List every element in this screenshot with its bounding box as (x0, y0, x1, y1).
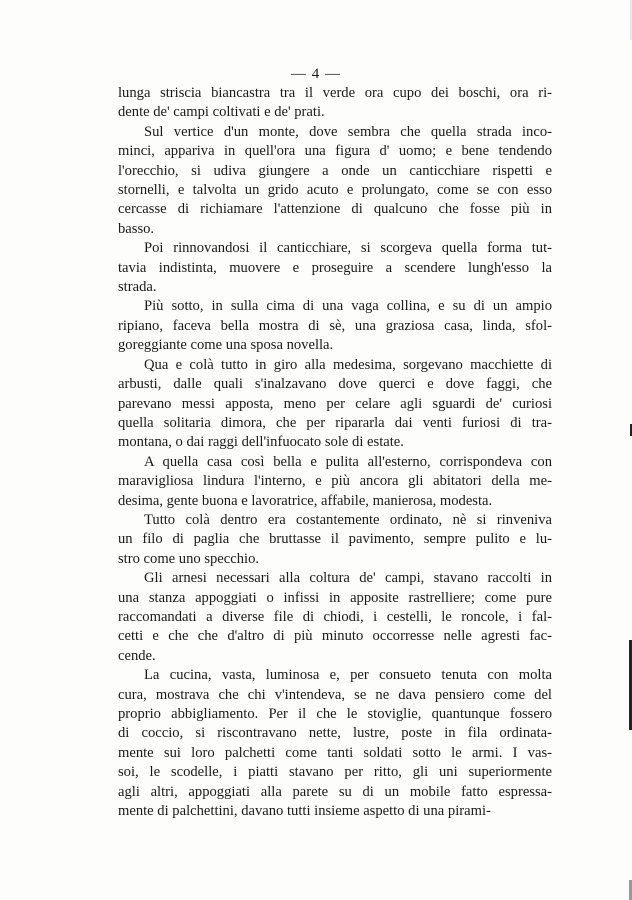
text-line: stro come uno specchio. (118, 550, 260, 567)
text-line: strada. (118, 279, 157, 296)
text-line: stornelli, e talvolta un grido acuto e prolungato, come se con esso (118, 182, 552, 199)
text-line: montana, o dai raggi dell'infuocato sole di estate. (118, 434, 404, 451)
paragraph (118, 666, 552, 821)
text-line: parevano messi apposta, meno per celare agli sguardi de' curiosi (118, 395, 552, 412)
body-text (118, 84, 552, 821)
text-line: un filo di paglia che bruttasse il pavimento, sempre pulito e lu- (118, 531, 552, 548)
text-line: l'orecchio, si udiva giungere a onde un canticchiare rispetti e (118, 162, 552, 179)
text-line: raccomandati a diverse file di chiodi, i cestelli, le roncole, i fal- (118, 608, 552, 625)
page-number: — 4 — (291, 66, 341, 82)
text-line: quella solitaria dimora, che per ripararla dai venti furiosi di tra- (118, 414, 552, 431)
text-line: tavia indistinta, muovere e proseguire a scendere lungh'esso la (118, 259, 552, 276)
paragraph (118, 84, 552, 123)
text-line: soi, le scodelle, i piatti stavano per ritto, gli uni superiormente (118, 764, 552, 781)
text-line: mente di palchettini, davano tutti insieme aspetto di una pirami- (118, 803, 491, 820)
text-line: dente de' campi coltivati e de' prati. (118, 104, 325, 121)
text-line: Qua e colà tutto in giro alla medesima, sorgevano macchiette di (144, 356, 552, 373)
text-line: Gli arnesi necessari alla coltura de' campi, stavano raccolti in (144, 570, 552, 587)
paragraph (118, 511, 552, 569)
text-line: Tutto colà dentro era costantemente ordinato, nè si rinveniva (144, 511, 552, 528)
text-line: di coccio, si riscontravano nette, lustre, poste in fila ordinata- (118, 725, 552, 742)
text-line: cercasse di richiamare l'attenzione di qualcuno che fosse più in (118, 201, 552, 218)
text-line: Poi rinnovandosi il canticchiare, si scorgeva quella forma tut- (144, 240, 552, 257)
text-line: cetti e che che d'altro di più minuto occorresse nelle agresti fac- (118, 628, 552, 645)
paragraph (118, 123, 552, 239)
text-line: ripiano, faceva bella mostra di sè, una graziosa casa, linda, sfol- (118, 317, 552, 334)
paragraph (118, 297, 552, 355)
text-line: desima, gente buona e lavoratrice, affabile, manierosa, modesta. (118, 492, 493, 509)
text-line: Più sotto, in sulla cima di una vaga collina, e su di un ampio (144, 298, 552, 315)
text-line: lunga striscia biancastra tra il verde ora cupo dei boschi, ora ri- (118, 85, 552, 101)
text-line: goreggiante come una sposa novella. (118, 337, 334, 354)
text-line: cura, mostrava che chi v'intendeva, se ne dava pensiero come del (118, 686, 552, 703)
text-line: una stanza appoggiati o infissi in apposite rastrelliere; come pure (118, 589, 552, 606)
text-line: A quella casa così bella e pulita all'esterno, corrispondeva con (144, 453, 552, 470)
paragraph (118, 239, 552, 297)
text-line: agli altri, appoggiati alla parete su di un mobile fatto espressa- (118, 783, 552, 800)
text-line: cende. (118, 647, 156, 664)
text-line: proprio abbigliamento. Per il che le stoviglie, quantunque fossero (118, 706, 552, 722)
paragraph (118, 453, 552, 511)
paragraph (118, 569, 552, 666)
text-line: La cucina, vasta, luminosa e, per consueto tenuta con molta (144, 667, 552, 684)
paragraph (118, 356, 552, 453)
text-line: arbusti, dalle quali s'inalzavano dove querci e dove faggi, che (118, 376, 552, 393)
text-line: basso. (118, 220, 155, 237)
text-line: mente sui loro palchetti come tanti soldati sotto le armi. I vas- (118, 744, 552, 761)
text-line: minci, appariva in quell'ora una figura d' uomo; e bene tendendo (118, 143, 552, 160)
text-line: Sul vertice d'un monte, dove sembra che quella strada inco- (144, 123, 552, 140)
text-line: maravigliosa lindura l'interno, e più ancora gli abitatori della me- (118, 473, 552, 490)
